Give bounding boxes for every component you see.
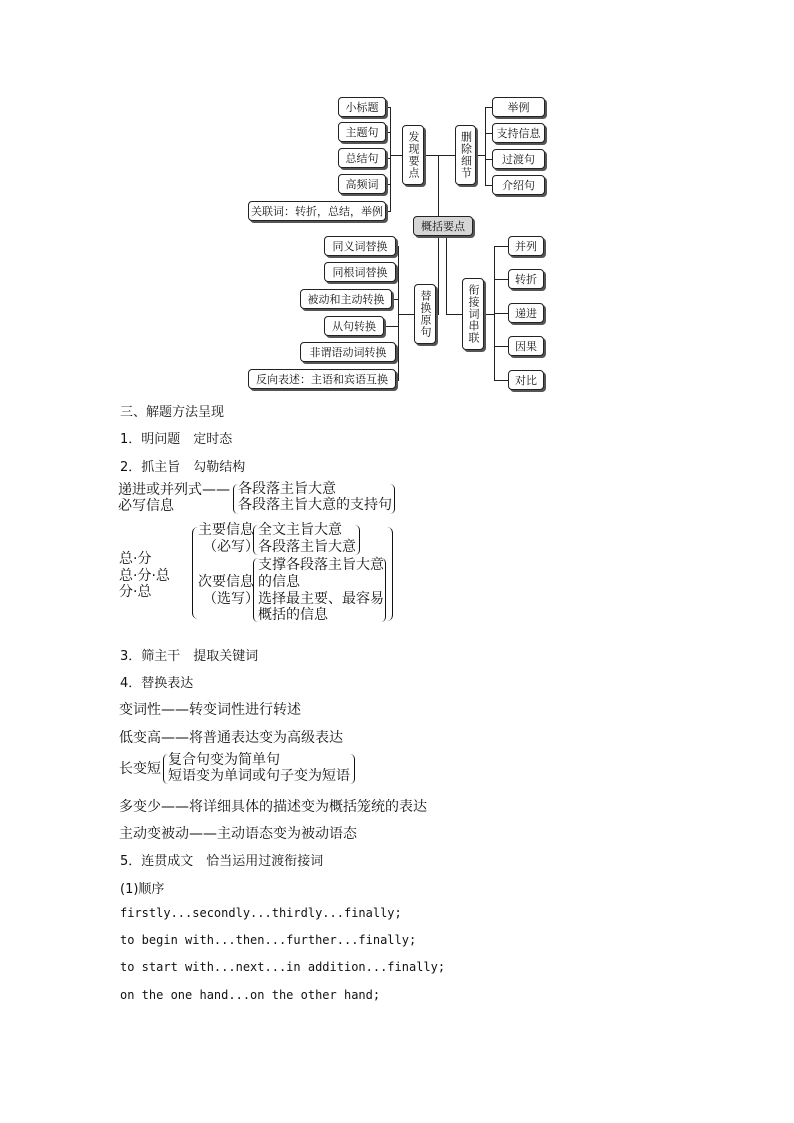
connector — [386, 158, 391, 159]
connector — [392, 299, 399, 300]
main-label: 主要信息 — [198, 522, 254, 538]
struct1-item: 各段落主旨大意的支持句 — [238, 497, 392, 513]
step-5: 5．连贯成文 恰当运用过渡衔接词 — [120, 854, 324, 869]
discover-item: 关联词：转折，总结，举例 — [248, 201, 386, 221]
connector — [485, 107, 492, 108]
connector — [390, 155, 402, 156]
delete-item: 举例 — [492, 97, 545, 117]
delete-item: 过渡句 — [492, 149, 545, 169]
sequence-line: to start with...next...in addition...finally; — [120, 960, 446, 974]
replace-item: 非谓语动词转换 — [300, 342, 396, 362]
struct1-item: 各段落主旨大意 — [238, 481, 336, 497]
connector — [494, 313, 508, 314]
replace-label: 替换原句 — [414, 284, 436, 344]
step-1: 1．明问题 定时态 — [120, 432, 233, 447]
connector — [386, 107, 391, 108]
connect-item: 并列 — [508, 236, 544, 256]
connector — [494, 279, 508, 280]
connector — [386, 184, 391, 185]
r3-item: 复合句变为简单句 — [168, 752, 280, 768]
delete-item: 介绍句 — [492, 175, 545, 195]
pattern: 总·分 — [119, 551, 152, 567]
connect-item: 因果 — [508, 336, 544, 356]
sequence-line: on the one hand...on the other hand; — [120, 988, 381, 1002]
r3-label: 长变短 — [119, 761, 161, 777]
connector — [485, 185, 492, 186]
main-sub: （必写） — [203, 539, 259, 555]
struct1-left-line2: 必写信息 — [118, 498, 174, 514]
pattern: 分·总 — [119, 584, 152, 600]
replace-item: 反向表述：主语和宾语互换 — [248, 369, 396, 389]
connector — [398, 314, 414, 315]
minor-item: 支撑各段落主旨大意 — [258, 557, 384, 573]
connector — [390, 107, 391, 211]
main-item: 各段落主旨大意 — [258, 539, 356, 555]
connector — [438, 155, 455, 156]
connector — [485, 159, 492, 160]
connector — [386, 211, 391, 212]
center-node: 概括要点 — [413, 216, 473, 236]
brace — [390, 484, 395, 514]
replace-item: 同根词替换 — [324, 262, 396, 282]
replace-rule: 低变高——将普通表达变为高级表达 — [119, 730, 343, 746]
minor-item: 概括的信息 — [258, 607, 328, 623]
replace-item: 被动和主动转换 — [300, 289, 392, 309]
connect-item: 递进 — [508, 303, 544, 323]
replace-rule: 变词性——转变词性进行转述 — [119, 702, 301, 718]
sequence-line: firstly...secondly...thirdly...finally; — [120, 906, 402, 920]
connect-item: 转折 — [508, 269, 544, 289]
connector — [396, 352, 399, 353]
connector — [396, 246, 399, 247]
replace-rule: 多变少——将详细具体的描述变为概括笼统的表达 — [119, 799, 427, 815]
brace — [192, 527, 198, 619]
connector — [446, 314, 462, 315]
connector — [438, 236, 439, 314]
connector — [386, 132, 391, 133]
step-2: 2．抓主旨 勾勒结构 — [120, 460, 246, 475]
connector — [396, 272, 399, 273]
replace-item: 从句转换 — [324, 316, 384, 336]
delete-item: 支持信息 — [492, 123, 545, 143]
connector — [396, 380, 399, 381]
discover-item: 总结句 — [338, 148, 386, 168]
connector — [484, 314, 494, 315]
minor-item: 选择最主要、最容易 — [258, 591, 384, 607]
brace — [387, 527, 393, 621]
step-3: 3．筛主干 提取关键词 — [120, 649, 259, 664]
minor-sub: （选写） — [203, 591, 259, 607]
sub-heading: (1)顺序 — [120, 882, 165, 897]
discover-item: 小标题 — [338, 97, 386, 117]
pattern: 总·分·总 — [119, 568, 170, 584]
connector — [436, 314, 439, 315]
connector — [446, 236, 447, 314]
connector — [424, 155, 438, 156]
brace — [381, 558, 386, 622]
connect-item: 对比 — [508, 370, 544, 390]
main-item: 全文主旨大意 — [258, 522, 342, 538]
connector — [384, 326, 399, 327]
connector — [485, 107, 486, 185]
step-4: 4．替换表达 — [120, 676, 194, 691]
replace-rule: 主动变被动——主动语态变为被动语态 — [119, 826, 357, 842]
brace — [355, 525, 360, 555]
minor-label: 次要信息 — [198, 574, 254, 590]
struct1-left-line1: 递进或并列式—— — [118, 482, 230, 498]
discover-item: 高频词 — [338, 174, 386, 194]
connector — [494, 346, 508, 347]
r3-item: 短语变为单词或句子变为短语 — [168, 768, 350, 784]
connector — [494, 246, 508, 247]
section-title: 三、解题方法呈现 — [120, 405, 225, 420]
discover-item: 主题句 — [338, 122, 386, 142]
connect-label: 衔接词串联 — [462, 278, 484, 350]
sequence-line: to begin with...then...further...finally; — [120, 933, 417, 947]
connector — [438, 155, 439, 216]
minor-item: 的信息 — [258, 574, 300, 590]
connector — [485, 133, 492, 134]
connector — [476, 155, 486, 156]
replace-item: 同义词替换 — [324, 236, 396, 256]
delete-label: 删除细节 — [455, 125, 476, 185]
connector — [398, 246, 399, 380]
brace — [350, 754, 355, 784]
connector — [494, 380, 508, 381]
discover-label: 发现要点 — [402, 125, 424, 185]
